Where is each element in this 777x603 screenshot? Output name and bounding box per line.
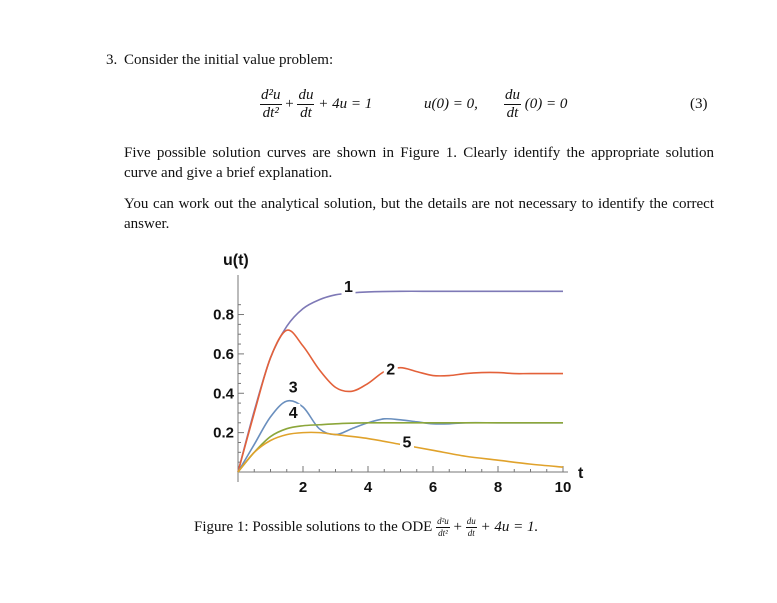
x-tick-label: 10 bbox=[554, 479, 572, 496]
ic2-tail: (0) = 0 bbox=[524, 95, 568, 112]
x-tick-label: 6 bbox=[428, 479, 438, 496]
x-tick-label: 4 bbox=[363, 479, 373, 496]
series-label-3: 3 bbox=[288, 379, 298, 397]
series-label-1: 1 bbox=[344, 278, 353, 296]
caption-second-derivative bbox=[436, 517, 450, 538]
frac-num: d²u bbox=[261, 87, 281, 103]
series-label-5: 5 bbox=[402, 434, 412, 452]
y-axis-label: u(t) bbox=[223, 252, 249, 269]
y-tick-label: 0.8 bbox=[213, 306, 234, 324]
figure-caption bbox=[194, 517, 538, 538]
frac-den: dt bbox=[467, 528, 475, 538]
equation-label: (3) bbox=[690, 96, 708, 112]
caption-tail: + 4u = 1. bbox=[480, 518, 539, 535]
series-label-4: 4 bbox=[288, 404, 298, 422]
equation-rhs: + 4u = 1 bbox=[318, 95, 373, 112]
y-tick-label: 0.6 bbox=[213, 345, 234, 363]
frac-num: du bbox=[505, 87, 520, 103]
x-tick-label: 8 bbox=[493, 479, 503, 496]
caption-prefix: Figure 1: Possible solutions to the ODE bbox=[194, 518, 433, 535]
frac-den: dt² bbox=[438, 528, 448, 538]
frac-num: du bbox=[298, 87, 314, 103]
paragraph-instructions: Five possible solution curves are shown in Figure 1. Clearly identify the appropriate solution curve and give a brief explanation. bbox=[124, 145, 714, 181]
y-tick-label: 0.4 bbox=[213, 385, 234, 403]
frac-den: dt bbox=[300, 105, 312, 121]
y-tick-label: 0.2 bbox=[213, 424, 234, 442]
frac-den: dt² bbox=[262, 105, 279, 121]
problem-intro: Consider the initial value problem: bbox=[124, 52, 334, 68]
initial-condition-1: u(0) = 0, bbox=[424, 96, 478, 112]
caption-first-derivative bbox=[466, 517, 477, 538]
frac-num: d²u bbox=[437, 516, 449, 526]
frac-num: du bbox=[466, 516, 476, 526]
series-label-2: 2 bbox=[386, 361, 396, 379]
x-tick-label: 2 bbox=[298, 479, 308, 496]
paragraph-hint: You can work out the analytical solution, but the details are not necessary to identify the correct answer. bbox=[124, 196, 714, 232]
caption-plus: + bbox=[453, 518, 463, 535]
frac-den: dt bbox=[506, 105, 519, 121]
plus-sign: + bbox=[285, 95, 294, 112]
x-axis-label: t bbox=[578, 465, 584, 482]
problem-number: 3. bbox=[106, 52, 118, 68]
